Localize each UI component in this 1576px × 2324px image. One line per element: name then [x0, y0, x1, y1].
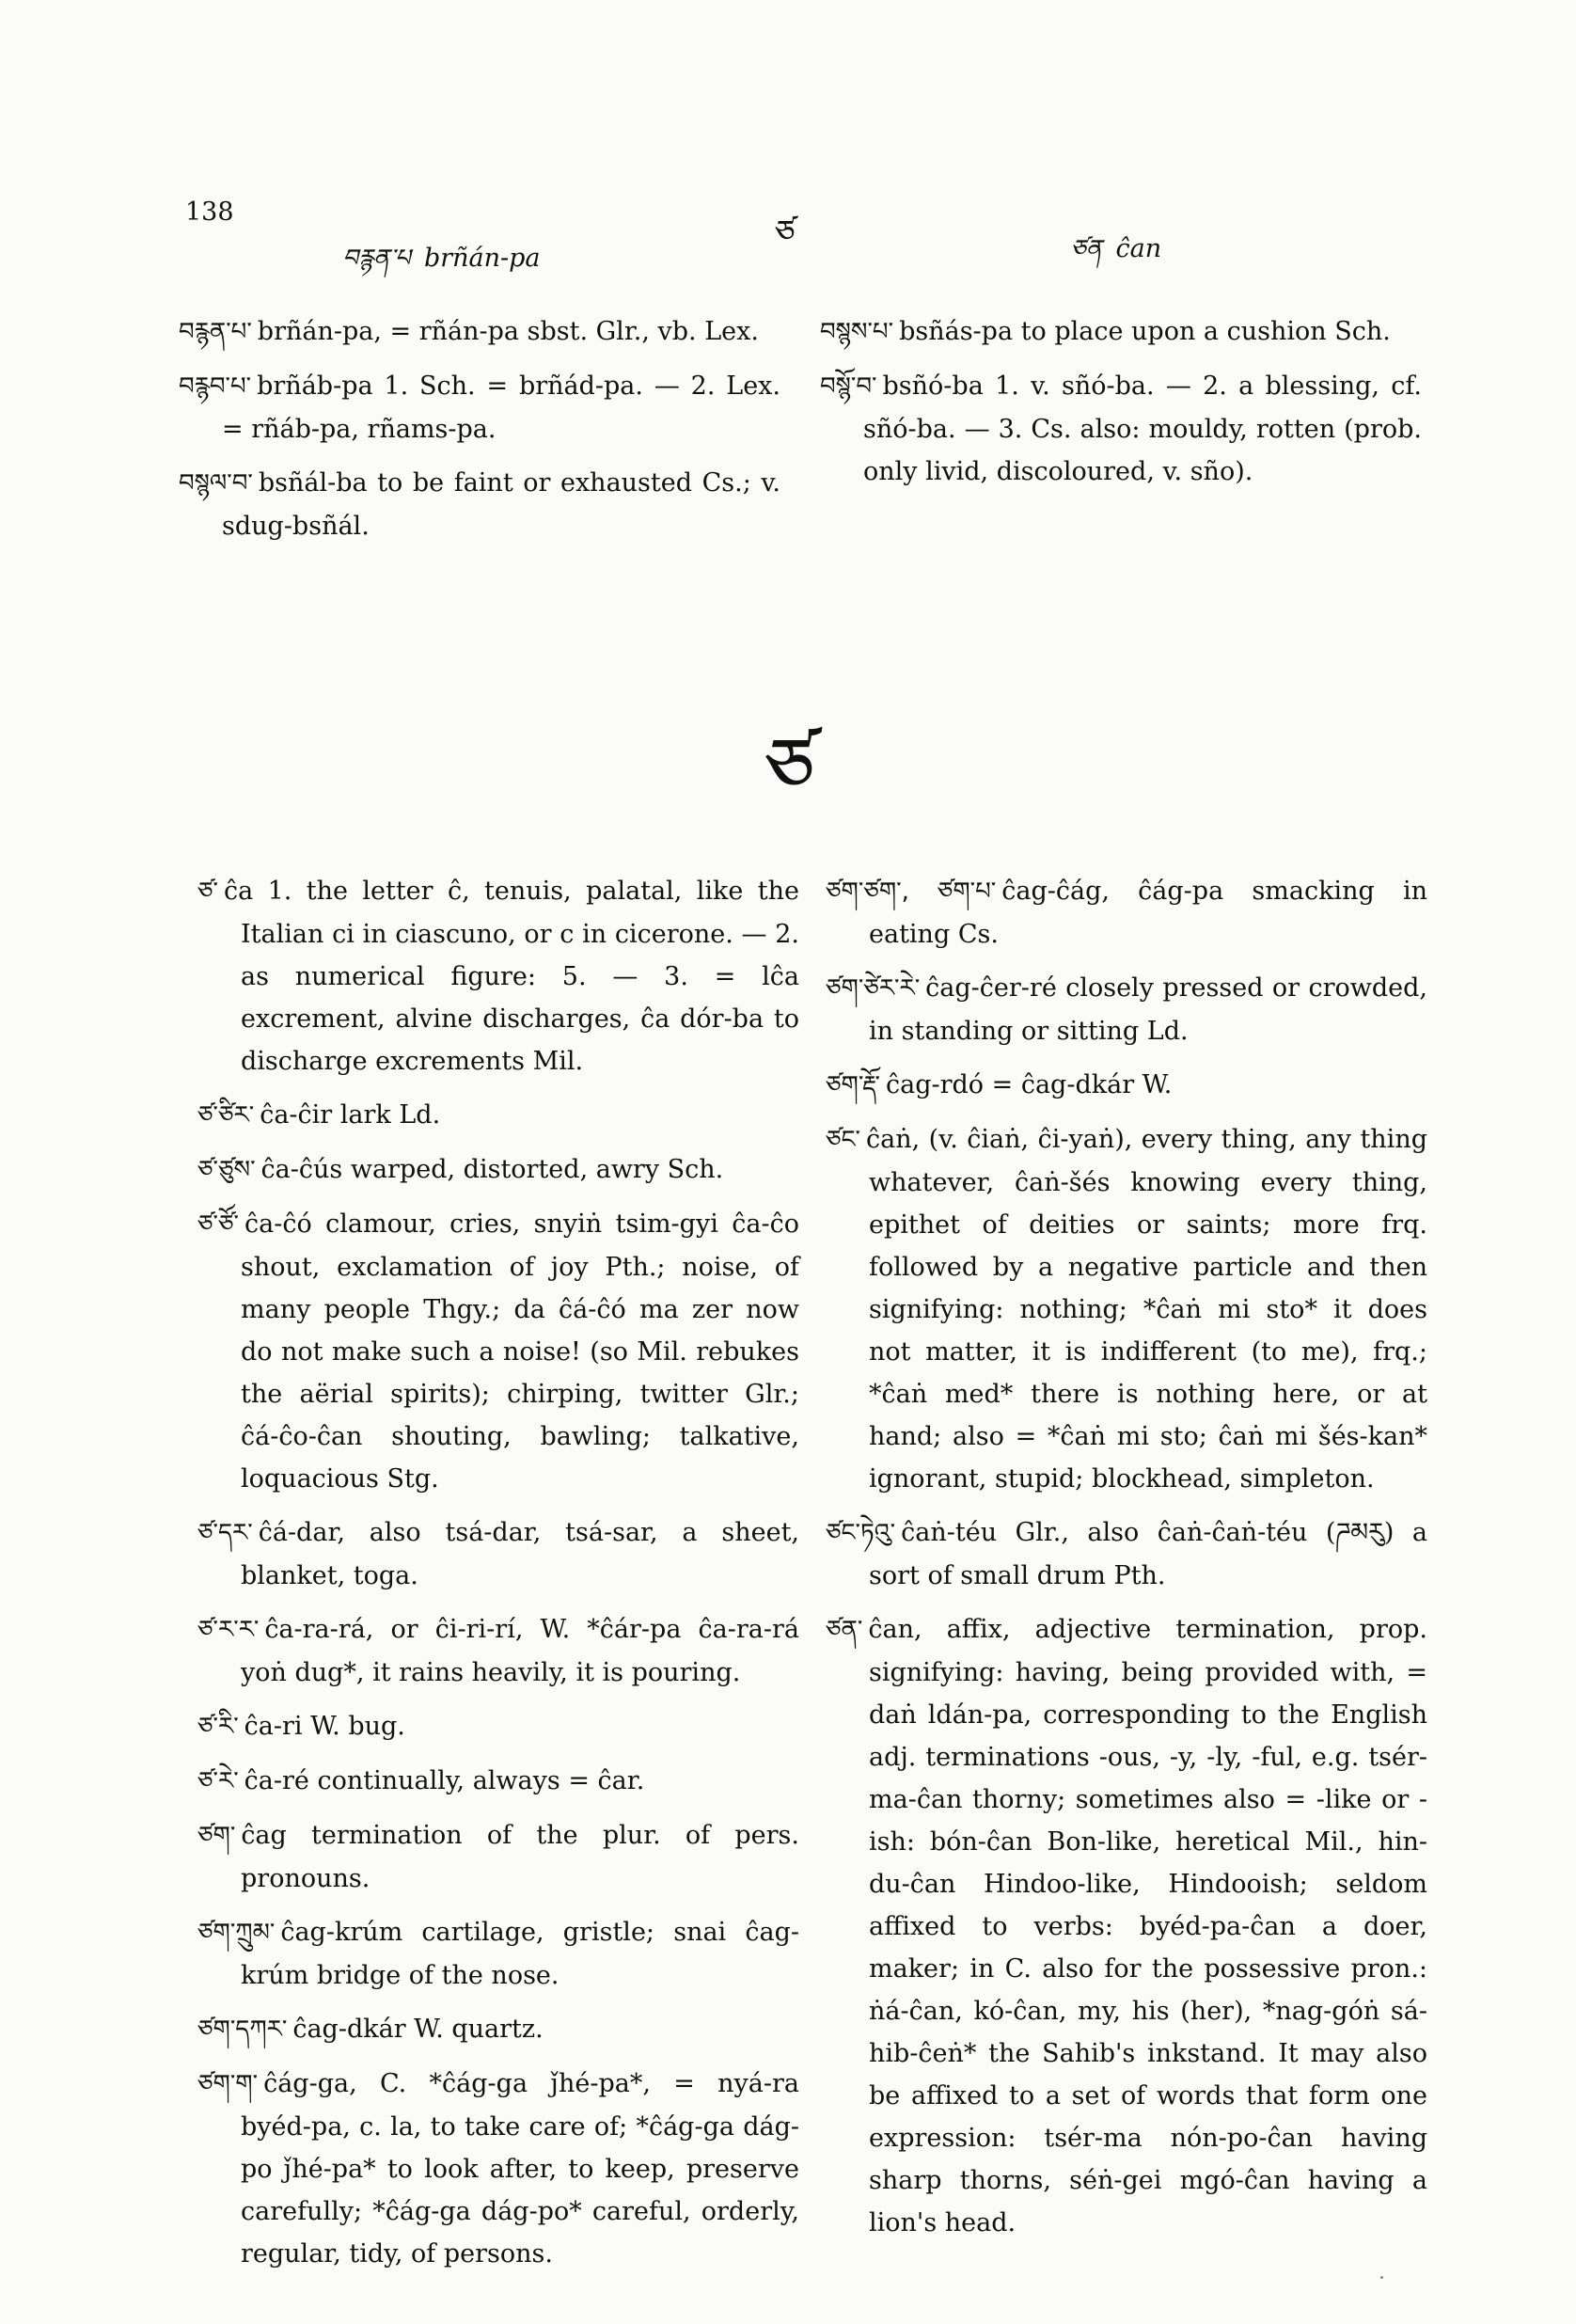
- ink-speck: [1380, 2276, 1383, 2279]
- dictionary-entry: [197, 2008, 799, 2051]
- dictionary-entry: [826, 1511, 1427, 1597]
- section-letter: ཙ: [764, 720, 815, 813]
- entry-headword-tibetan: ཙ་དར་: [197, 1519, 253, 1547]
- entry-headword-tibetan: ཙག་རྡོ་: [826, 1071, 880, 1099]
- entry-headword-tibetan: བསྙས་པ་: [820, 318, 894, 346]
- dictionary-entry: [197, 1911, 799, 1997]
- entry-definition: bsñál-ba to be faint or exhausted Cs.; v. sdug-bsñál.: [222, 468, 780, 541]
- entry-headword-tibetan: ཙ་རི་: [197, 1713, 239, 1741]
- dictionary-entry: [197, 1608, 799, 1694]
- dictionary-entry: [197, 1511, 799, 1597]
- entry-definition: ĉá-dar, also tsá-dar, tsá-sar, a sheet, blanket, toga.: [241, 1518, 799, 1590]
- entry-headword-tibetan: ཙན་: [826, 1616, 863, 1644]
- entry-definition: ĉaṅ, (v. ĉiaṅ, ĉi-yaṅ), every thing, any thing whatever, ĉaṅ-šés knowing every thing, epithet of deities or saints; more frq. followed by a negative particle and then signifying: nothing; *ĉaṅ mi sto* it does not matter, it is indifferent (to me), frq.; *ĉaṅ med* there is nothing here, or at hand; also = *ĉaṅ mi sto; ĉaṅ mi šés-kan* ignorant, stupid; blockhead, simpleton.: [866, 1125, 1427, 1494]
- running-head-left-tibetan: བརྙན་པ: [342, 245, 411, 273]
- entry-headword-tibetan: ཙག་ཙེར་རེ་: [826, 974, 921, 1003]
- running-head-right: [1070, 222, 1161, 291]
- entry-headword-tibetan: ཙ་ཙོ་: [197, 1210, 239, 1239]
- dictionary-entry: [197, 1760, 799, 1803]
- dictionary-entry: [826, 1064, 1427, 1107]
- entry-definition: ĉág-ga, C. *ĉág-ga ǰhé-pa*, = nyá-ra byéd-pa, c. la, to take care of; *ĉág-ga dág-po ǰhé-pa* to look after, to keep, preserve carefully; *ĉág-ga dág-po* careful, orderly, regular, tidy, of persons.: [241, 2069, 799, 2269]
- dictionary-entry: [820, 310, 1422, 354]
- running-head-left: [342, 231, 541, 300]
- entry-definition: ĉag-dkár W. quartz.: [292, 2015, 544, 2044]
- entry-definition: ĉag-rdó = ĉag-dkár W.: [885, 1070, 1173, 1099]
- entry-headword-tibetan: བརྙབ་པ་: [179, 372, 252, 401]
- running-head-right-tibetan: ཙན: [1070, 235, 1102, 263]
- column-bottom-left: [197, 870, 799, 2286]
- entry-definition: brñán-pa, = rñán-pa sbst. Glr., vb. Lex.: [257, 317, 759, 346]
- dictionary-entry: [179, 462, 780, 547]
- entry-definition: bsñó-ba 1. v. sñó-ba. — 2. a blessing, cf. sñó-ba. — 3. Cs. also: mouldy, rotten (prob. only livid, discoloured, v. sño).: [863, 372, 1422, 486]
- dictionary-entry: [197, 1814, 799, 1900]
- entry-definition: ĉaṅ-téu Glr., also ĉaṅ-ĉaṅ-téu (ཌམརུ) a sort of small drum Pth.: [869, 1518, 1427, 1590]
- dictionary-entry: [826, 1118, 1427, 1500]
- dictionary-entry: [826, 1608, 1427, 2244]
- page-number: 138: [185, 198, 234, 227]
- entry-headword-tibetan: ཙག་ཀྲུམ་: [197, 1919, 276, 1947]
- dictionary-entry: [197, 1094, 799, 1137]
- column-bottom-right: [826, 870, 1427, 2255]
- dictionary-entry: [826, 870, 1427, 956]
- entry-headword-tibetan: ཙག་: [197, 1822, 236, 1850]
- dictionary-entry: [197, 2063, 799, 2275]
- entry-definition: ĉa-ré continually, always = ĉar.: [244, 1766, 645, 1795]
- entry-definition: ĉa-ĉús warped, distorted, awry Sch.: [260, 1155, 724, 1184]
- running-head-right-roman: ĉan: [1115, 234, 1162, 263]
- entry-headword-tibetan: ཙ་རེ་: [197, 1767, 239, 1795]
- entry-definition: brñáb-pa 1. Sch. = brñád-pa. — 2. Lex. = rñáb-pa, rñams-pa.: [222, 372, 780, 444]
- entry-headword-tibetan: བསྙལ་བ་: [179, 469, 253, 498]
- dictionary-entry: [820, 365, 1422, 493]
- dictionary-entry: [179, 365, 780, 451]
- entry-headword-tibetan: ཙ་ར་ར་: [197, 1616, 260, 1644]
- dictionary-entry: [179, 310, 780, 354]
- entry-headword-tibetan: ཙག་ཙག་, ཙག་པ་: [826, 877, 997, 906]
- entry-headword-tibetan: ཙ་ཙུས་: [197, 1156, 256, 1184]
- dictionary-entry: [197, 1203, 799, 1500]
- entry-definition: bsñás-pa to place upon a cushion Sch.: [899, 317, 1391, 346]
- entry-headword-tibetan: ཙ་: [197, 877, 218, 906]
- dictionary-entry: [826, 967, 1427, 1052]
- entry-headword-tibetan: བརྙན་པ་: [179, 318, 252, 346]
- entry-headword-tibetan: ཙང་: [826, 1126, 860, 1154]
- entry-definition: ĉag-ĉág, ĉág-pa smacking in eating Cs.: [869, 877, 1427, 949]
- dictionary-entry: [197, 1148, 799, 1192]
- header-letter: ཙ: [775, 213, 796, 251]
- entry-headword-tibetan: བསྙོ་བ་: [820, 372, 877, 401]
- entry-definition: ĉag-ĉer-ré closely pressed or crowded, in standing or sitting Ld.: [869, 973, 1427, 1046]
- running-head-left-roman: brñán-pa: [423, 244, 541, 273]
- entry-definition: ĉa-ri W. bug.: [244, 1712, 405, 1741]
- column-top-right: [820, 310, 1422, 504]
- entry-definition: ĉa 1. the letter ĉ, tenuis, palatal, like the Italian ci in ciascuno, or c in cicerone. — 2. as numerical figure: 5. — 3. = lĉa excrement, alvine discharges, ĉa dór-ba to discharge excrements Mil.: [224, 877, 799, 1076]
- dictionary-entry: [197, 870, 799, 1083]
- entry-definition: ĉa-ra-rá, or ĉi-ri-rí, W. *ĉár-pa ĉa-ra-rá yoṅ dug*, it rains heavily, it is pouring.: [241, 1615, 799, 1687]
- entry-definition: ĉan, affix, adjective termination, prop. signifying: having, being provided with, = daṅ ldán-pa, corresponding to the English adj. terminations -ous, -y, -ly, -ful, e.g. tsér-ma-ĉan thorny; sometimes also = -like or -ish: bón-ĉan Bon-like, heretical Mil., hin-du-ĉan Hindoo-like, Hindooish; seldom affixed to verbs: byéd-pa-ĉan a doer, maker; in C. also for the possessive pron.: ṅá-ĉan, kó-ĉan, my, his (her), *nag-góṅ sá-hib-ĉeṅ* the Sahib's inkstand. It may also be affixed to a set of words that form one expression: tsér-ma nón-po-ĉan having sharp thorns, séṅ-gei mgó-ĉan having a lion's head.: [868, 1615, 1427, 2237]
- entry-headword-tibetan: ཙག་ག་: [197, 2070, 259, 2098]
- entry-headword-tibetan: ཙང་ཏེའུ་: [826, 1519, 896, 1547]
- entry-definition: ĉag-krúm cartilage, gristle; snai ĉag-krúm bridge of the nose.: [241, 1918, 799, 1990]
- column-top-left: [179, 310, 780, 559]
- entry-headword-tibetan: ཙ་ཙིར་: [197, 1101, 255, 1130]
- entry-definition: ĉag termination of the plur. of pers. pronouns.: [241, 1821, 799, 1893]
- entry-definition: ĉa-ĉir lark Ld.: [260, 1100, 441, 1130]
- entry-definition: ĉa-ĉó clamour, cries, snyiṅ tsim-gyi ĉa-ĉo shout, exclamation of joy Pth.; noise, of many people Thgy.; da ĉá-ĉó ma zer now do not make such a noise! (so Mil. rebukes the aërial spirits); chirping, twitter Glr.; ĉá-ĉo-ĉan shouting, bawling; talkative, loquacious Stg.: [241, 1209, 799, 1494]
- dictionary-entry: [197, 1705, 799, 1748]
- entry-headword-tibetan: ཙག་དཀར་: [197, 2016, 288, 2044]
